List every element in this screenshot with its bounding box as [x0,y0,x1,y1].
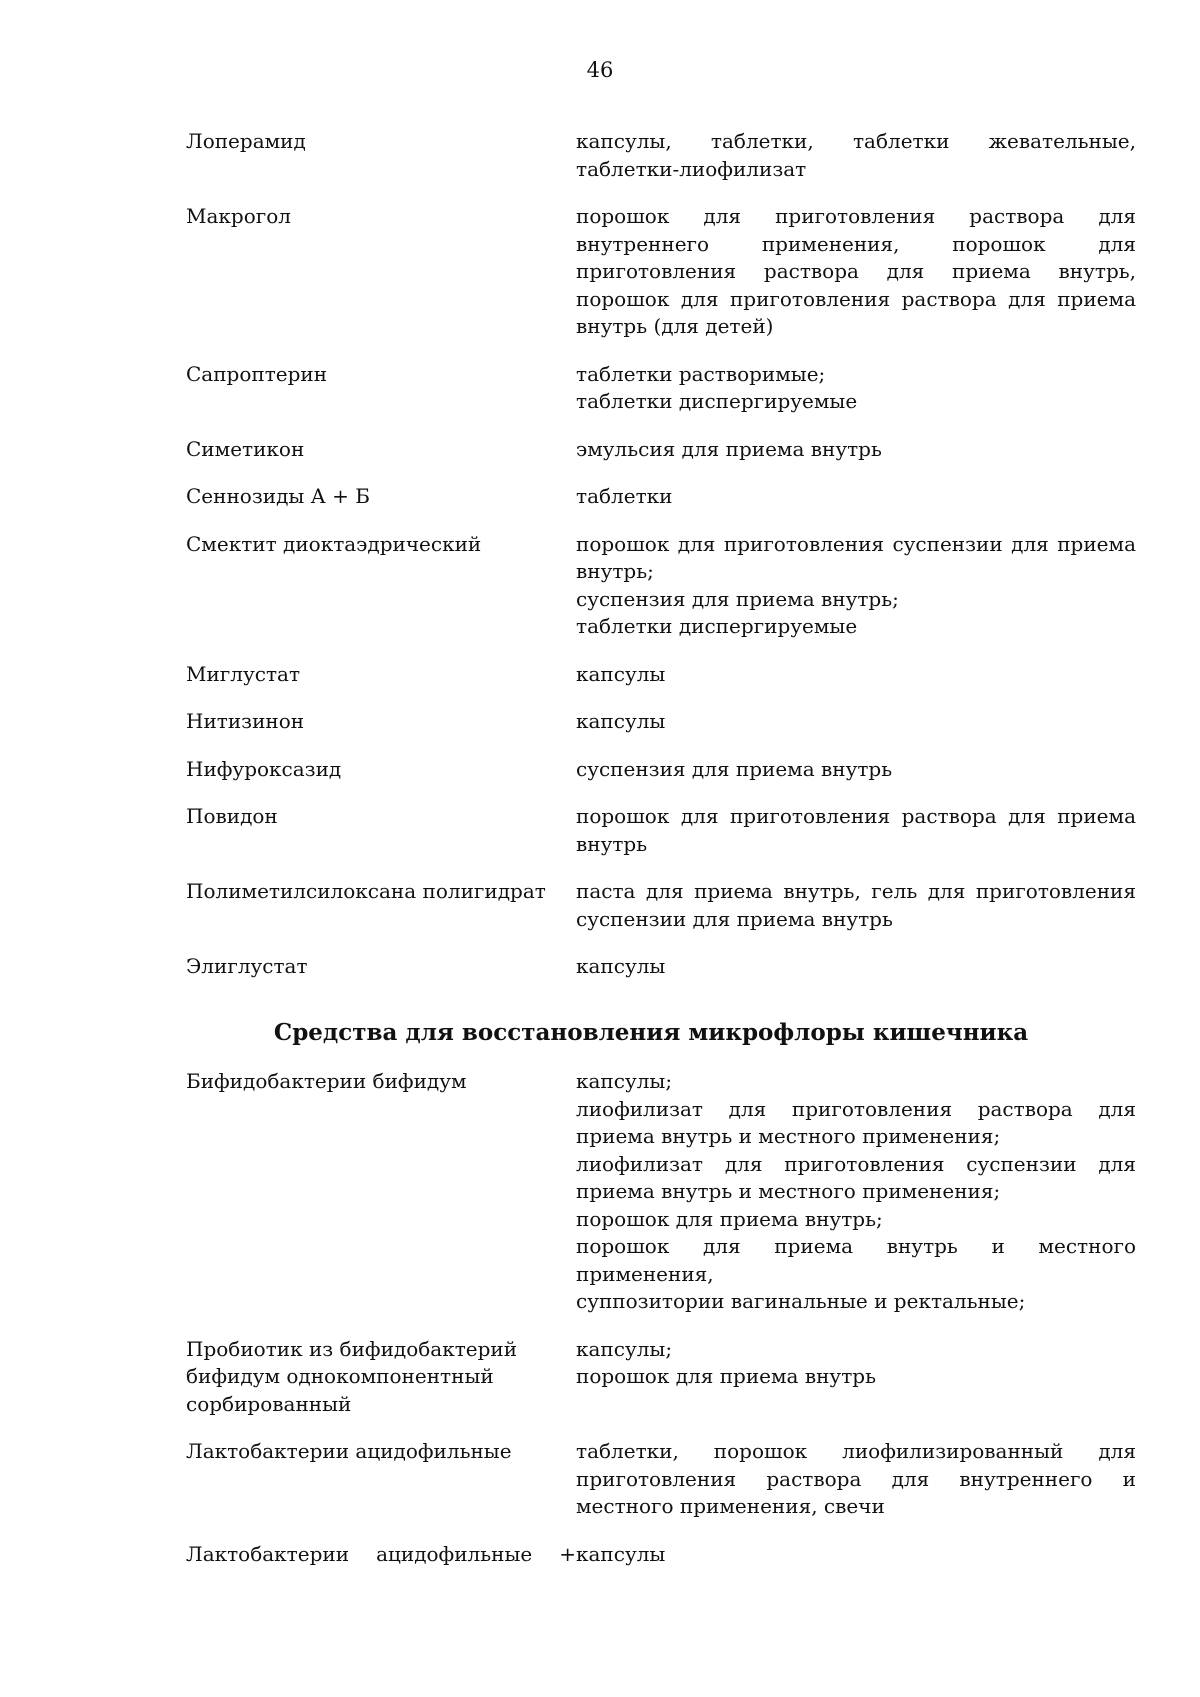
drug-row [186,361,1136,416]
dosage-form-line: порошок для приготовления суспензии для приема внутрь; [576,531,1136,583]
dosage-forms [576,756,1136,784]
dosage-forms [576,128,1136,183]
drug-name: Лактобактерии ацидофильные + [186,1541,576,1566]
dosage-forms [576,483,1136,511]
drug-row [186,708,1136,736]
drug-name: Сапроптерин [186,361,328,386]
dosage-form-line: таблетки диспергируемые [576,389,858,413]
dosage-forms [576,878,1136,933]
dosage-form-line: капсулы, таблетки, таблетки жевательные, таблетки-лиофилизат [576,129,1136,181]
dosage-form-line: суспензия для приема внутрь; [576,586,899,611]
dosage-form-line: суспензия для приема внутрь [576,756,893,781]
dosage-forms [576,661,1136,689]
dosage-forms [576,203,1136,341]
drug-name: Лактобактерии ацидофильные [186,1439,512,1463]
drug-name: Смектит диоктаэдрический [186,531,482,556]
dosage-forms [576,1541,1136,1569]
dosage-forms [576,531,1136,641]
dosage-form-line: порошок для приготовления раствора для приема внутрь [576,804,1136,856]
dosage-form-line: лиофилизат для приготовления суспензии для приема внутрь и местного применения; [576,1151,1136,1203]
drug-row [186,436,1136,464]
drug-row [186,531,1136,641]
drug-name: Симетикон [186,436,305,461]
dosage-form-line: порошок для приема внутрь; [576,1206,883,1231]
drug-row [186,953,1136,981]
dosage-form-line: таблетки [576,484,673,508]
dosage-form-line: таблетки диспергируемые [576,614,858,638]
dosage-form-line: эмульсия для приема внутрь [576,436,882,461]
dosage-forms [576,708,1136,736]
drug-name: Нифуроксазид [186,756,342,781]
drug-name: Пробиотик из бифидобактерий бифидум однокомпонентный сорбированный [186,1336,518,1416]
drug-name: Миглустат [186,661,301,686]
dosage-form-line: капсулы [576,1541,666,1566]
drug-name: Макрогол [186,204,291,228]
drug-name: Бифидобактерии бифидум [186,1069,467,1093]
dosage-forms [576,361,1136,416]
dosage-form-line: паста для приема внутрь, гель для приготовления суспензии для приема внутрь [576,879,1136,931]
drug-row [186,756,1136,784]
drug-name: Повидон [186,804,278,828]
drug-row [186,203,1136,341]
drug-name: Элиглустат [186,954,308,978]
drug-name: Лоперамид [186,129,306,153]
dosage-form-line: таблетки растворимые; [576,361,826,386]
dosage-form-line: порошок для приема внутрь [576,1364,876,1388]
drug-name: Полиметилсилоксана полигидрат [186,879,546,903]
drug-row [186,803,1136,858]
dosage-form-line: лиофилизат для приготовления раствора для приема внутрь и местного применения; [576,1096,1136,1148]
dosage-forms [576,1068,1136,1316]
drug-row [186,1336,1136,1419]
dosage-form-line: капсулы [576,954,666,978]
drug-row [186,661,1136,689]
drug-name: Сеннозиды А + Б [186,484,370,508]
dosage-forms [576,1336,1136,1419]
drug-group-1 [186,128,1136,981]
dosage-forms [576,1438,1136,1521]
drug-row [186,878,1136,933]
dosage-form-line: суппозитории вагинальные и ректальные; [576,1289,1026,1313]
dosage-forms [576,953,1136,981]
dosage-forms [576,803,1136,858]
dosage-form-line: капсулы [576,709,666,733]
drug-list [186,128,1136,1588]
drug-row [186,1541,1136,1569]
dosage-form-line: порошок для приема внутрь и местного применения, [576,1234,1136,1286]
drug-row [186,128,1136,183]
drug-row [186,1068,1136,1316]
drug-row [186,483,1136,511]
section-heading: Средства для восстановления микрофлоры кишечника [273,1018,1029,1046]
drug-group-2 [186,1068,1136,1568]
dosage-form-line: таблетки, порошок лиофилизированный для приготовления раствора для внутреннего и местного применения, свечи [576,1439,1136,1518]
dosage-form-line: капсулы; [576,1336,673,1361]
dosage-form-line: капсулы [576,661,666,686]
dosage-form-line: капсулы; [576,1069,673,1093]
drug-name: Нитизинон [186,709,305,733]
drug-row [186,1438,1136,1521]
dosage-forms [576,436,1136,464]
dosage-form-line: порошок для приготовления раствора для внутреннего применения, порошок для приготовления раствора для приема внутрь, порошок для приготовления раствора для приема внутрь (для детей) [576,204,1136,338]
page-number: 46 [586,58,614,82]
